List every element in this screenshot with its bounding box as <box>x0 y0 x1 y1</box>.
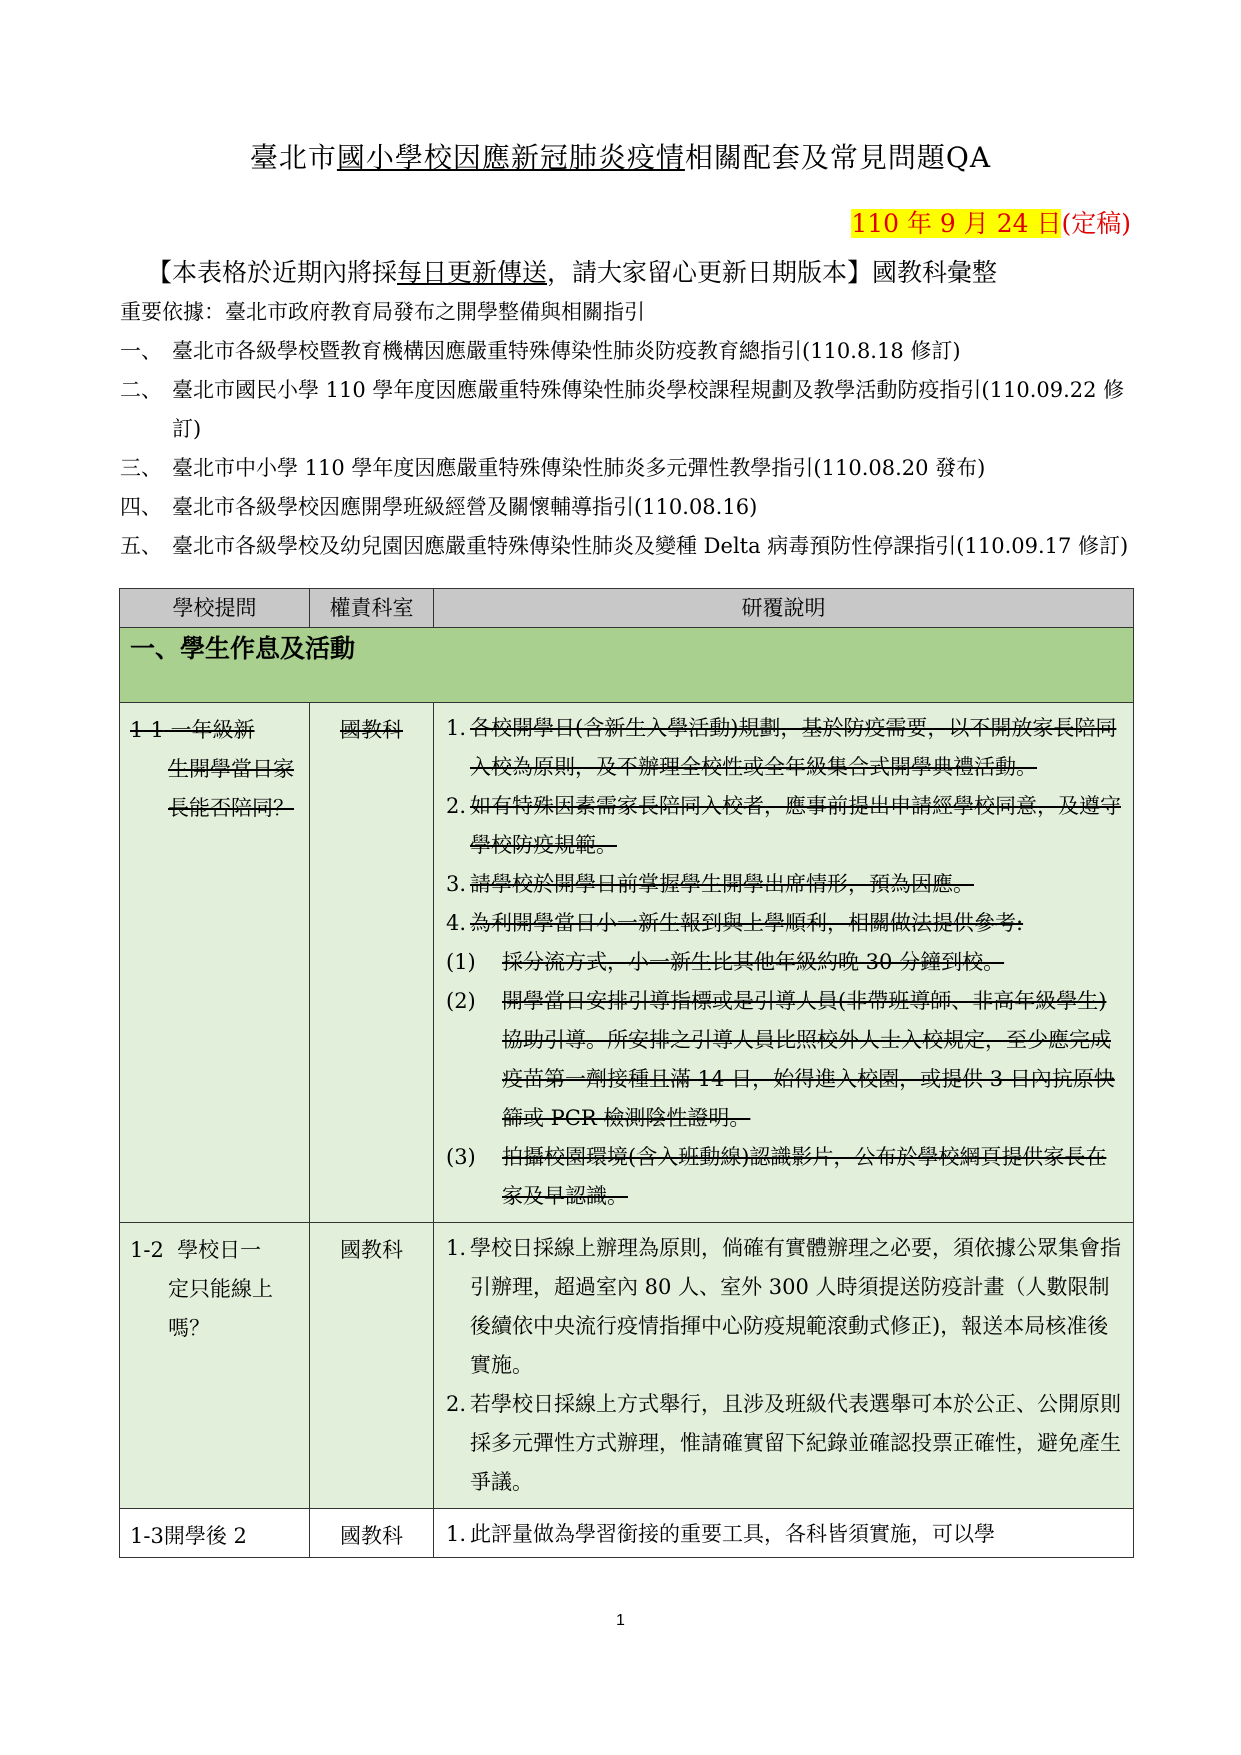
answer-item <box>446 1229 1125 1385</box>
answer-cell <box>434 703 1134 1223</box>
answer-subitem-text: 拍攝校園環境(含入班動線)認識影片，公布於學校網頁提供家長在家及早認識。 <box>502 1145 1107 1208</box>
answer-subitem-num: (1) <box>446 950 476 974</box>
title-part-1: 臺北市 <box>249 141 337 174</box>
answer-item-num: 3. <box>446 872 467 896</box>
question-first: 一年級新 <box>170 718 255 742</box>
answer-item-text: 如有特殊因素需家長陪同入校者，應事前提出申請經學校同意，及遵守學校防疫規範。 <box>470 794 1121 857</box>
document-title <box>0 138 1241 178</box>
answer-subitem <box>446 982 1125 1138</box>
department-cell: 國教科 <box>310 703 434 1223</box>
question-first: 學校日一 <box>177 1238 262 1262</box>
title-part-3: 相關配套及常見問題QA <box>684 141 992 174</box>
answer-item-text: 此評量做為學習銜接的重要工具，各科皆須實施，可以學 <box>470 1522 995 1546</box>
basis-intro: 重要依據：臺北市政府教育局發布之開學整備與相關指引 <box>120 300 645 324</box>
reference-basis <box>120 293 1130 566</box>
basis-item-num: 一、 <box>120 339 162 363</box>
question-number: 1-3 <box>130 1524 164 1548</box>
answer-item-num: 2. <box>446 794 467 818</box>
answer-item-text: 各校開學日(含新生入學活動)規劃，基於防疫需要，以不開放家長陪同入校為原則，及不辦理全校性或全年級集合式開學典禮活動。 <box>470 716 1117 779</box>
question-number: 1-2 <box>130 1238 164 1262</box>
answer-subitem-text: 採分流方式，小一新生比其他年級約晚 30 分鐘到校。 <box>502 950 1005 974</box>
basis-item-text: 臺北市各級學校及幼兒園因應嚴重特殊傳染性肺炎及變種 Delta 病毒預防性停課指引(110.09.17 修訂) <box>172 534 1129 558</box>
basis-item <box>120 449 1130 488</box>
header-question: 學校提問 <box>120 589 310 628</box>
basis-item-text: 臺北市各級學校暨教育機構因應嚴重特殊傳染性肺炎防疫教育總指引(110.8.18 修訂) <box>172 339 961 363</box>
page-number: 1 <box>616 1612 625 1629</box>
header-answer: 研覆說明 <box>434 589 1134 628</box>
question-rest: 定只能線上嗎？ <box>168 1277 273 1340</box>
date-suffix: (定稿) <box>1061 209 1131 238</box>
answer-item <box>446 904 1125 943</box>
answer-item-num: 1. <box>446 1522 467 1546</box>
qa-table <box>119 588 1134 1558</box>
basis-item <box>120 488 1130 527</box>
basis-item-num: 五、 <box>120 534 162 558</box>
answer-item-text: 若學校日採線上方式舉行，且涉及班級代表選舉可本於公正、公開原則採多元彈性方式辦理，惟請確實留下紀錄並確認投票正確性，避免產生爭議。 <box>470 1392 1121 1494</box>
answer-item <box>446 1385 1125 1502</box>
answer-item <box>446 709 1125 787</box>
notice-suffix: ，請大家留心更新日期版本】國教科彙整 <box>547 258 998 287</box>
section-title: 一、學生作息及活動 <box>120 628 1134 703</box>
question-cell <box>120 1223 310 1509</box>
answer-subitem <box>446 943 1125 982</box>
answer-subitem <box>446 1138 1125 1216</box>
table-row <box>120 1509 1134 1558</box>
basis-item <box>120 527 1130 566</box>
header-department: 權責科室 <box>310 589 434 628</box>
update-notice <box>147 255 997 291</box>
department-cell: 國教科 <box>310 1509 434 1558</box>
answer-item-text: 學校日採線上辦理為原則，倘確有實體辦理之必要，須依據公眾集會指引辦理，超過室內 80 人、室外 300 人時須提送防疫計畫（人數限制後續依中央流行疫情指揮中心防疫規範滾動式修正)，報送本局核准後實施。 <box>470 1236 1121 1377</box>
answer-item-text: 請學校於開學日前掌握學生開學出席情形，預為因應。 <box>470 872 974 896</box>
answer-subitem-text: 開學當日安排引導指標或是引導人員(非帶班導師、非高年級學生)協助引導。所安排之引導人員比照校外人士入校規定，至少應完成疫苗第一劑接種且滿 14 日，始得進入校園，或提供 3 日內抗原快篩或 PCR 檢測陰性證明。 <box>502 989 1115 1130</box>
basis-item <box>120 371 1130 449</box>
answer-item-text: 為利開學當日小一新生報到與上學順利，相關做法提供參考: <box>470 911 1024 935</box>
answer-item <box>446 787 1125 865</box>
basis-item-text: 臺北市國民小學 110 學年度因應嚴重特殊傳染性肺炎學校課程規劃及教學活動防疫指引(110.09.22 修訂) <box>172 378 1125 441</box>
answer-item-num: 4. <box>446 911 467 935</box>
answer-cell <box>434 1509 1134 1558</box>
answer-item-num: 1. <box>446 1236 467 1260</box>
answer-item-num: 1. <box>446 716 467 740</box>
notice-prefix: 【本表格於近期內將採 <box>147 258 398 287</box>
basis-item-num: 二、 <box>120 378 162 402</box>
answer-item <box>446 1515 1125 1554</box>
answer-item <box>446 865 1125 904</box>
answer-cell <box>434 1223 1134 1509</box>
answer-subitem-num: (2) <box>446 989 476 1013</box>
revision-date <box>851 206 1131 242</box>
basis-item-num: 四、 <box>120 495 162 519</box>
question-cell <box>120 703 310 1223</box>
section-row <box>120 628 1134 703</box>
table-row <box>120 703 1134 1223</box>
question-cell <box>120 1509 310 1558</box>
table-row <box>120 1223 1134 1509</box>
question-rest: 生開學當日家長能否陪同？ <box>168 757 294 820</box>
answer-subitem-num: (3) <box>446 1145 476 1169</box>
basis-item-num: 三、 <box>120 456 162 480</box>
question-first: 開學後 2 <box>163 1524 247 1548</box>
basis-item <box>120 332 1130 371</box>
date-highlight: 110 年 9 月 24 日 <box>851 209 1062 238</box>
basis-item-text: 臺北市各級學校因應開學班級經營及關懷輔導指引(110.08.16) <box>172 495 758 519</box>
basis-item-text: 臺北市中小學 110 學年度因應嚴重特殊傳染性肺炎多元彈性教學指引(110.08.20 發布) <box>172 456 986 480</box>
question-number: 1-1 <box>130 718 164 742</box>
answer-item-num: 2. <box>446 1392 467 1416</box>
department-cell: 國教科 <box>310 1223 434 1509</box>
title-part-2: 國小學校因應新冠肺炎疫情 <box>336 141 685 174</box>
notice-underlined: 每日更新傳送 <box>397 258 548 287</box>
table-header-row <box>120 589 1134 628</box>
